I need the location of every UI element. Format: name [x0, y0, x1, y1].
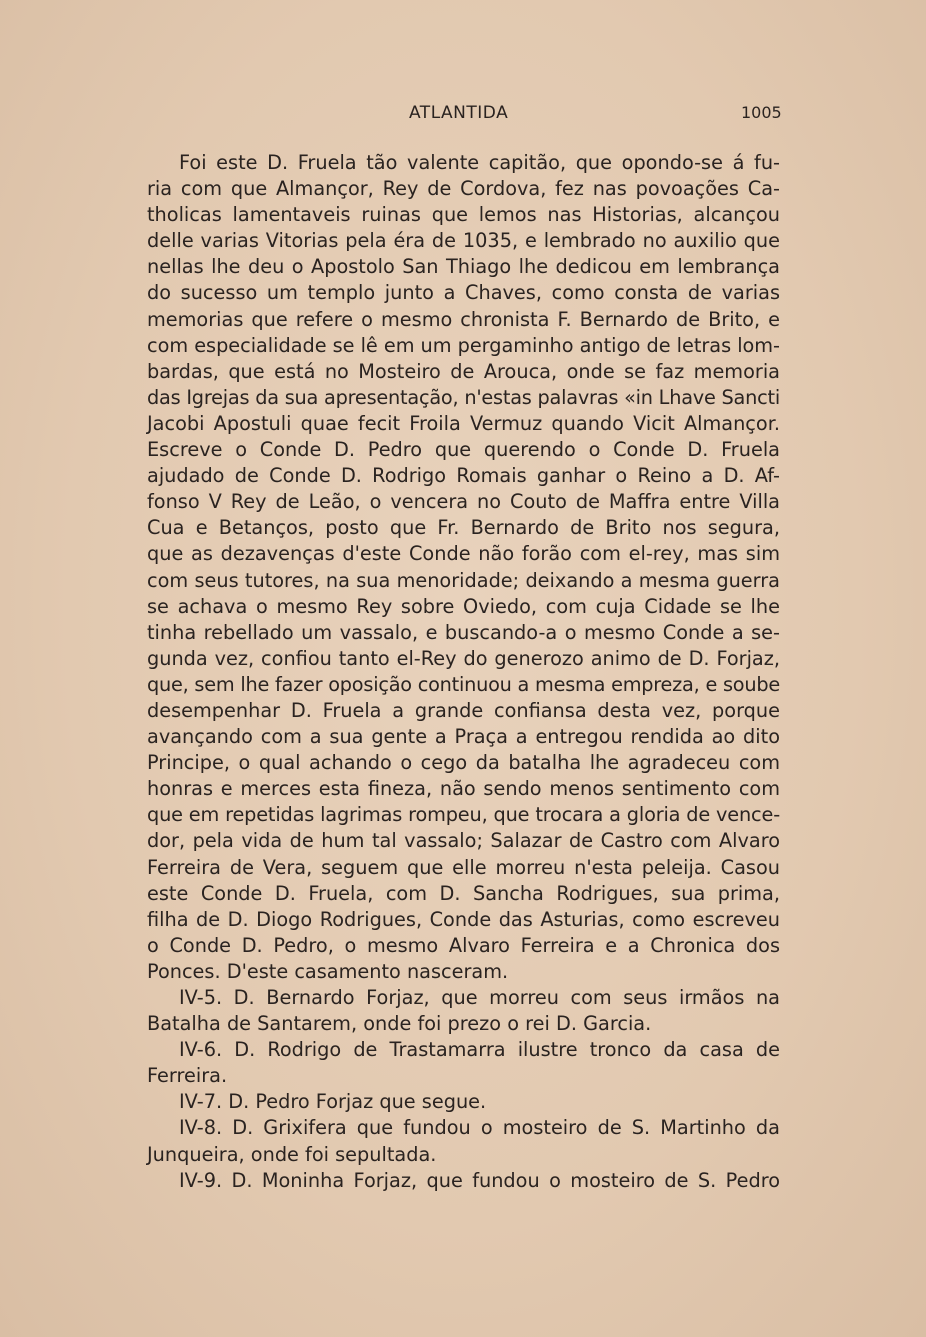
text-line: se achava o mesmo Rey sobre Oviedo, com cuja Cidade se lhe: [147, 594, 780, 618]
text-line: Ferreira de Vera, seguem que elle morreu n'esta peleija. Casou: [147, 855, 780, 879]
text-line: das Igrejas da sua apresentação, n'estas palavras «in Lhave Sancti: [147, 385, 780, 409]
text-line: bardas, que está no Mosteiro de Arouca, onde se faz memoria: [147, 359, 780, 383]
text-line: Ferreira.: [147, 1064, 228, 1088]
text-line: Ponces. D'este casamento nasceram.: [147, 959, 509, 983]
text-line: este Conde D. Fruela, com D. Sancha Rodrigues, sua prima,: [147, 881, 780, 905]
body-text: [147, 150, 780, 1194]
text-line: memorias que refere o mesmo chronista F. Bernardo de Brito, e: [147, 307, 780, 331]
text-line: do sucesso um templo junto a Chaves, como consta de varias: [147, 281, 780, 305]
text-line: tholicas lamentaveis ruinas que lemos nas Historias, alcançou: [147, 203, 780, 227]
text-line: com seus tutores, na sua menoridade; deixando a mesma guerra: [147, 568, 780, 592]
text-line: avançando com a sua gente a Praça a entregou rendida ao dito: [147, 725, 780, 749]
text-line: desempenhar D. Fruela a grande confiansa desta vez, porque: [147, 698, 780, 722]
text-line: delle varias Vitorias pela éra de 1035, e lembrado no auxilio que: [147, 229, 780, 253]
text-line: Junqueira, onde foi sepultada.: [147, 1142, 437, 1166]
text-line: ajudado de Conde D. Rodrigo Romais ganhar o Reino a D. Af-: [147, 464, 780, 488]
text-line: IV-5. D. Bernardo Forjaz, que morreu com seus irmãos na: [179, 986, 780, 1009]
text-line: filha de D. Diogo Rodrigues, Conde das Asturias, como escreveu: [147, 907, 780, 931]
text-line: Jacobi Apostuli quae fecit Froila Vermuz quando Vicit Almançor.: [147, 411, 780, 435]
page-number: 1005: [741, 103, 782, 122]
text-line: Principe, o qual achando o cego da batalha lhe agradeceu com: [147, 751, 780, 775]
text-line: Batalha de Santarem, onde foi prezo o rei D. Garcia.: [147, 1012, 652, 1036]
text-line: que as dezavenças d'este Conde não forão com el-rey, mas sim: [147, 542, 780, 566]
text-line: tinha rebellado um vassalo, e buscando-a o mesmo Conde a se-: [147, 620, 780, 644]
text-line: IV-6. D. Rodrigo de Trastamarra ilustre tronco da casa de: [179, 1038, 780, 1062]
running-title: ATLANTIDA: [409, 103, 509, 123]
text-line: Cua e Betanços, posto que Fr. Bernardo de Brito nos segura,: [147, 516, 780, 540]
text-line: o Conde D. Pedro, o mesmo Alvaro Ferreira e a Chronica dos: [147, 933, 780, 957]
text-line: honras e merces esta fineza, não sendo menos sentimento com: [147, 777, 780, 801]
text-line: fonso V Rey de Leão, o vencera no Couto de Maffra entre Villa: [147, 490, 780, 514]
text-line: que em repetidas lagrimas rompeu, que trocara a gloria de vence-: [147, 803, 780, 827]
text-line: IV-9. D. Moninha Forjaz, que fundou o mosteiro de S. Pedro: [179, 1168, 780, 1192]
text-line: ria com que Almançor, Rey de Cordova, fez nas povoações Ca-: [147, 177, 780, 201]
text-line: Foi este D. Fruela tão valente capitão, que opondo-se á fu-: [179, 151, 780, 174]
text-line: que, sem lhe fazer oposição continuou a mesma empreza, e soube: [147, 672, 780, 696]
text-line: IV-7. D. Pedro Forjaz que segue.: [179, 1090, 487, 1114]
text-line: IV-8. D. Grixifera que fundou o mosteiro de S. Martinho da: [179, 1116, 780, 1140]
text-line: com especialidade se lê em um pergaminho antigo de letras lom-: [147, 333, 780, 357]
text-line: dor, pela vida de hum tal vassalo; Salazar de Castro com Alvaro: [147, 829, 780, 853]
text-line: Escreve o Conde D. Pedro que querendo o Conde D. Fruela: [147, 438, 780, 462]
text-line: nellas lhe deu o Apostolo San Thiago lhe dedicou em lembrança: [147, 255, 780, 279]
text-line: gunda vez, confiou tanto el-Rey do generozo animo de D. Forjaz,: [147, 646, 780, 670]
